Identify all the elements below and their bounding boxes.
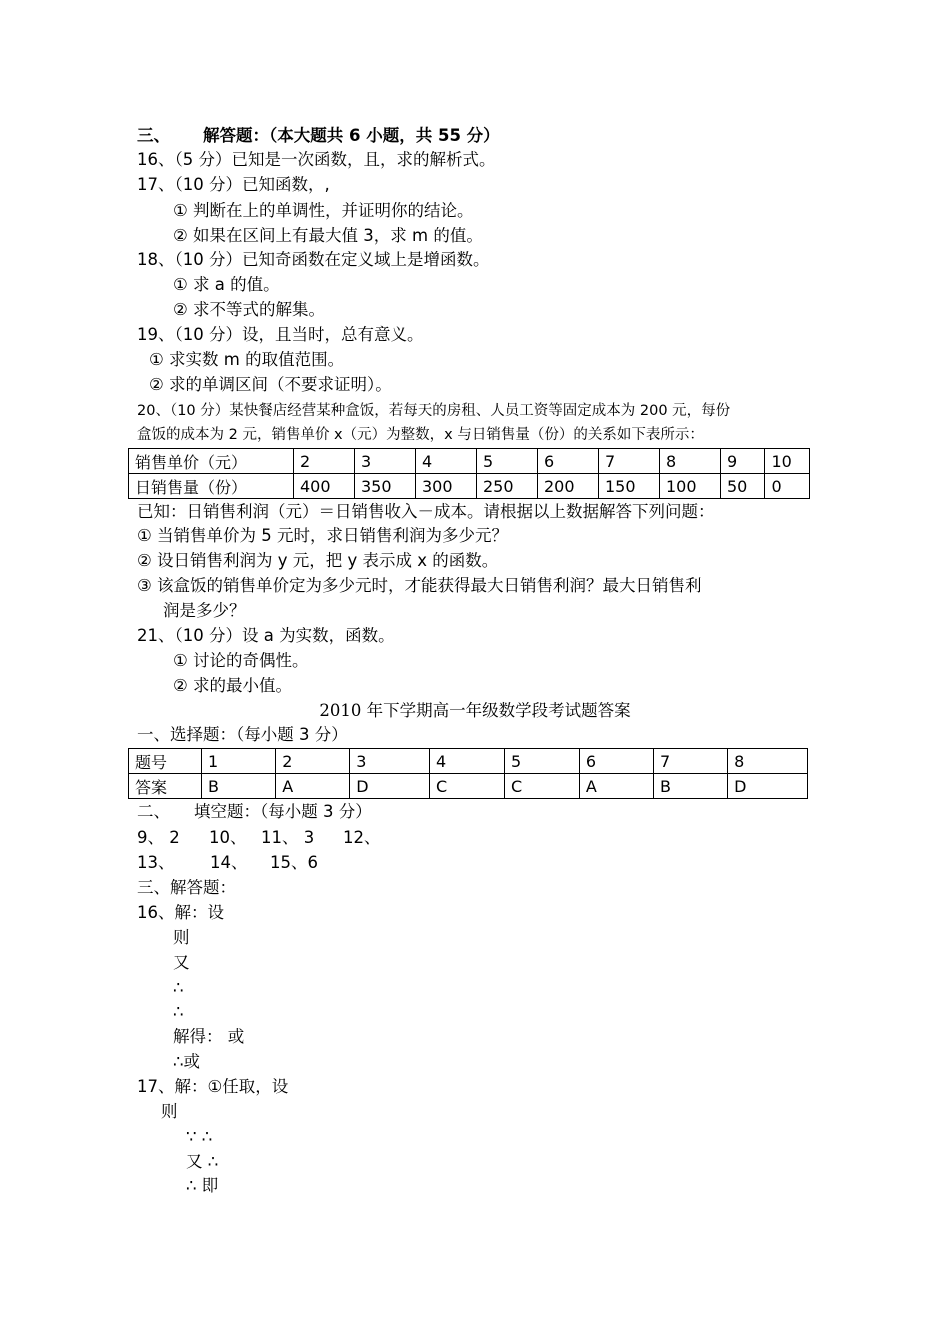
table-cell: 销售单价（元） <box>129 449 294 474</box>
table-cell: 250 <box>477 474 538 499</box>
table-cell: 200 <box>538 474 599 499</box>
table-cell: 100 <box>660 474 721 499</box>
table-cell: 350 <box>355 474 416 499</box>
answers-section-2: 填空题：（每小题 3 分） <box>194 802 372 821</box>
answers-section-3: 三、解答题： <box>137 878 236 897</box>
table-row <box>129 749 808 774</box>
answer-16-line-5: 解得： 或 <box>173 1027 245 1046</box>
question-21-part-1: ① 讨论的奇偶性。 <box>173 651 309 670</box>
question-18-part-1: ① 求 a 的值。 <box>173 275 280 294</box>
table-cell: A <box>276 774 350 799</box>
question-20-part-3: ③ 该盒饭的销售单价定为多少元时，才能获得最大日销售利润？最大日销售利 <box>137 576 702 595</box>
answers-section-2-label: 二、 <box>137 802 170 821</box>
table-cell: 6 <box>538 449 599 474</box>
answers-section-1: 一、选择题：（每小题 3 分） <box>137 725 348 744</box>
table-row <box>129 449 810 474</box>
table-cell: 10 <box>765 449 810 474</box>
fill-answer-15: 15、6 <box>270 853 318 872</box>
answer-16-line-1: 则 <box>173 928 190 947</box>
table-cell: D <box>350 774 430 799</box>
question-18: 18、（10 分）已知奇函数在定义域上是增函数。 <box>137 250 490 269</box>
answer-17-line-1: 则 <box>161 1102 178 1121</box>
question-17-part-1: ① 判断在上的单调性，并证明你的结论。 <box>173 201 474 220</box>
question-17: 17、（10 分）已知函数，, <box>137 175 330 194</box>
table-cell: 50 <box>721 474 765 499</box>
table-cell: 300 <box>416 474 477 499</box>
question-19-part-2: ② 求的单调区间（不要求证明）。 <box>149 375 392 394</box>
question-19-part-1: ① 求实数 m 的取值范围。 <box>149 350 345 369</box>
table-cell: 答案 <box>129 774 202 799</box>
fill-answer-9: 9、 2 <box>137 828 180 847</box>
question-20-line-1: 20、（10 分）某快餐店经营某种盒饭，若每天的房租、人员工资等固定成本为 200 元，每份 <box>137 403 731 419</box>
question-20-part-1: ① 当销售单价为 5 元时，求日销售利润为多少元？ <box>137 526 509 545</box>
table-row <box>129 774 808 799</box>
table-cell: 日销售量（份） <box>129 474 294 499</box>
question-20-known: 已知：日销售利润（元）＝日销售收入－成本。请根据以上数据解答下列问题： <box>137 502 715 521</box>
question-19: 19、（10 分）设，且当时，总有意义。 <box>137 325 424 344</box>
table-row <box>129 474 810 499</box>
answer-17: 17、解：①任取，设 <box>137 1077 289 1096</box>
table-cell: 3 <box>350 749 430 774</box>
fill-answer-13: 13、 <box>137 853 175 872</box>
table-cell: 7 <box>599 449 660 474</box>
answer-16: 16、解：设 <box>137 903 224 922</box>
answer-16-line-3: ∴ <box>173 978 184 997</box>
question-17-part-2: ② 如果在区间上有最大值 3，求 m 的值。 <box>173 226 483 245</box>
choice-answer-table <box>128 748 808 799</box>
table-cell: D <box>728 774 808 799</box>
table-cell: 3 <box>355 449 416 474</box>
fill-answer-11: 11、 3 <box>261 828 315 847</box>
table-cell: 5 <box>477 449 538 474</box>
question-20-part-2: ② 设日销售利润为 y 元，把 y 表示成 x 的函数。 <box>137 551 499 570</box>
table-cell: 题号 <box>129 749 202 774</box>
table-cell: 8 <box>660 449 721 474</box>
table-cell: 2 <box>294 449 355 474</box>
table-cell: C <box>504 774 579 799</box>
table-cell: 6 <box>579 749 653 774</box>
table-cell: 400 <box>294 474 355 499</box>
table-cell: 5 <box>504 749 579 774</box>
fill-answer-12: 12、 <box>343 828 381 847</box>
table-cell: 4 <box>429 749 504 774</box>
answer-16-line-6: ∴或 <box>173 1052 200 1071</box>
table-cell: B <box>202 774 276 799</box>
table-cell: 8 <box>728 749 808 774</box>
section-heading: 解答题：（本大题共 6 小题，共 55 分） <box>203 126 500 145</box>
fill-answer-14: 14、 <box>210 853 248 872</box>
answers-title: 2010 年下学期高一年级数学段考试题答案 <box>319 701 631 720</box>
fill-answer-10: 10、 <box>209 828 247 847</box>
table-cell: 0 <box>765 474 810 499</box>
question-21: 21、（10 分）设 a 为实数，函数。 <box>137 626 395 645</box>
table-cell: 4 <box>416 449 477 474</box>
question-20-part-3-cont: 润是多少？ <box>163 601 246 620</box>
question-21-part-2: ② 求的最小值。 <box>173 676 293 695</box>
table-cell: B <box>653 774 727 799</box>
answer-17-line-2: ∵ ∴ <box>186 1127 213 1146</box>
question-16: 16、（5 分）已知是一次函数，且，求的解析式。 <box>137 150 496 169</box>
table-cell: 2 <box>276 749 350 774</box>
answer-16-line-4: ∴ <box>173 1002 184 1021</box>
table-cell: 9 <box>721 449 765 474</box>
sales-table <box>128 448 810 499</box>
table-cell: A <box>579 774 653 799</box>
question-18-part-2: ② 求不等式的解集。 <box>173 300 326 319</box>
answer-17-line-4: ∴ 即 <box>186 1176 219 1195</box>
section-label: 三、 <box>137 126 170 145</box>
table-cell: 1 <box>202 749 276 774</box>
table-cell: 7 <box>653 749 727 774</box>
table-cell: C <box>429 774 504 799</box>
answer-16-line-2: 又 <box>173 953 190 972</box>
table-cell: 150 <box>599 474 660 499</box>
answer-17-line-3: 又 ∴ <box>186 1152 219 1171</box>
question-20-line-2: 盒饭的成本为 2 元，销售单价 x（元）为整数，x 与日销售量（份）的关系如下表所示： <box>137 427 704 443</box>
